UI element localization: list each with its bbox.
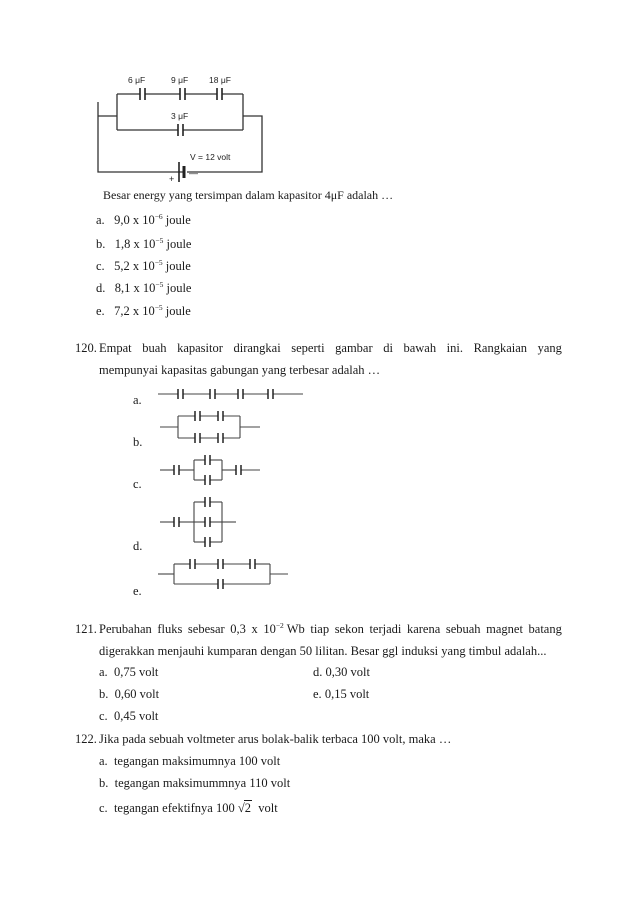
word: terjadi	[369, 622, 402, 636]
circuit-option-a	[158, 386, 303, 402]
option-text: tegangan maksimumnya 100 volt	[113, 754, 281, 768]
option-value: 9,0 x 10	[114, 213, 155, 227]
unit: Wb	[286, 622, 305, 636]
word: ini.	[446, 341, 463, 355]
word: seperti	[291, 341, 325, 355]
q120-option-d: d.	[133, 539, 143, 553]
option-exponent: −5	[154, 258, 163, 267]
option-letter: b.	[99, 776, 109, 790]
option-letter: a.	[99, 754, 108, 768]
label-6uf: 6 μF	[128, 75, 146, 85]
label-9uf: 9 μF	[171, 75, 189, 85]
q121-option-d	[313, 664, 370, 680]
circuit-diagram-q119	[95, 72, 270, 187]
option-unit: joule	[162, 304, 191, 318]
q120-stem-line2: mempunyai kapasitas gabungan yang terbesar adalah …	[99, 363, 381, 377]
square-root	[238, 800, 252, 816]
word: bawah	[403, 341, 437, 355]
q119-stem: Besar energy yang tersimpan dalam kapasitor 4μF adalah …	[103, 188, 394, 202]
option-value: 8,1 x 10	[114, 281, 156, 295]
word: 10	[263, 622, 276, 636]
option-letter: d.	[96, 281, 106, 295]
option-letter: a.	[99, 665, 108, 679]
option-value: 1,8 x 10	[114, 237, 156, 251]
option-letter: b.	[99, 687, 109, 701]
q119-option-d	[96, 280, 191, 296]
q120-option-c: c.	[133, 477, 142, 491]
word: kapasitor	[177, 341, 223, 355]
option-exponent: −5	[155, 236, 164, 245]
q119-option-a	[96, 212, 191, 228]
q120-option-a: a.	[133, 393, 142, 407]
q119-option-b	[96, 236, 191, 252]
option-exponent: −5	[154, 303, 163, 312]
radical-sign: √	[237, 801, 245, 815]
word: magnet	[486, 622, 523, 636]
q119-option-e	[96, 303, 191, 319]
option-text: 0,45 volt	[113, 709, 159, 723]
word: karena	[406, 622, 441, 636]
option-letter: e.	[313, 687, 322, 701]
option-letter: d.	[313, 665, 323, 679]
word: Perubahan	[99, 622, 152, 636]
label-voltage: V = 12 volt	[190, 152, 231, 162]
option-unit: joule	[163, 237, 192, 251]
option-text: 0,60 volt	[114, 687, 160, 701]
q122-number: 122.	[75, 732, 97, 746]
option-exponent: −5	[155, 280, 164, 289]
label-18uf: 18 μF	[209, 75, 231, 85]
word: sebesar	[187, 622, 225, 636]
exponent-group	[263, 621, 304, 637]
word: 0,3	[230, 622, 246, 636]
q121-option-a	[99, 664, 158, 680]
option-exponent: −6	[154, 212, 163, 221]
q120-stem-line1	[99, 340, 562, 356]
circuit-option-d	[160, 496, 240, 548]
option-text: tegangan efektifnya 100	[113, 801, 235, 815]
option-unit: joule	[162, 259, 191, 273]
option-value: 5,2 x 10	[114, 259, 155, 273]
word: fluks	[157, 622, 183, 636]
word: sekon	[334, 622, 364, 636]
option-text: tegangan maksimummnya 110 volt	[114, 776, 291, 790]
q119-option-c	[96, 258, 191, 274]
option-text: 0,15 volt	[324, 687, 370, 701]
q121-number: 121.	[75, 622, 97, 636]
option-letter: a.	[96, 213, 105, 227]
battery-minus: —	[189, 168, 198, 178]
circuit-option-b	[160, 410, 260, 444]
word: sebuah	[445, 622, 481, 636]
label-3uf: 3 μF	[171, 111, 189, 121]
q122-option-b	[99, 775, 290, 791]
word: yang	[537, 341, 562, 355]
radicand: 2	[244, 801, 251, 815]
word: buah	[142, 341, 167, 355]
word: batang	[528, 622, 562, 636]
q122-option-c	[99, 800, 278, 816]
word: Empat	[99, 341, 132, 355]
option-letter: e.	[96, 304, 105, 318]
q121-option-b	[99, 686, 159, 702]
circuit-option-c	[160, 454, 260, 486]
circuit-option-e	[158, 558, 288, 590]
q120-option-b: b.	[133, 435, 143, 449]
option-unit: joule	[162, 213, 191, 227]
q120-option-e: e.	[133, 584, 142, 598]
battery-plus: +	[169, 174, 175, 184]
option-letter: c.	[99, 709, 108, 723]
word: dirangkai	[233, 341, 281, 355]
option-letter: b.	[96, 237, 106, 251]
option-letter: c.	[96, 259, 105, 273]
word: tiap	[310, 622, 330, 636]
word: gambar	[335, 341, 373, 355]
q121-stem-line1	[99, 621, 562, 637]
option-text: 0,75 volt	[113, 665, 159, 679]
q121-option-c	[99, 708, 158, 724]
option-unit: joule	[163, 281, 192, 295]
q122-option-a	[99, 753, 280, 769]
q122-stem: Jika pada sebuah voltmeter arus bolak-balik terbaca 100 volt, maka …	[99, 732, 452, 746]
q121-option-e	[313, 686, 369, 702]
exponent: −2	[275, 621, 284, 630]
option-text: 0,30 volt	[325, 665, 370, 679]
word: x	[251, 622, 258, 636]
option-value: 7,2 x 10	[114, 304, 155, 318]
option-letter: c.	[99, 801, 108, 815]
q121-stem-line2: digerakkan menjauhi kumparan dengan 50 lilitan. Besar ggl induksi yang timbul adalah...	[99, 644, 547, 658]
word: Rangkaian	[473, 341, 528, 355]
option-unit: volt	[258, 801, 278, 815]
q120-number: 120.	[75, 341, 97, 355]
word: di	[383, 341, 393, 355]
